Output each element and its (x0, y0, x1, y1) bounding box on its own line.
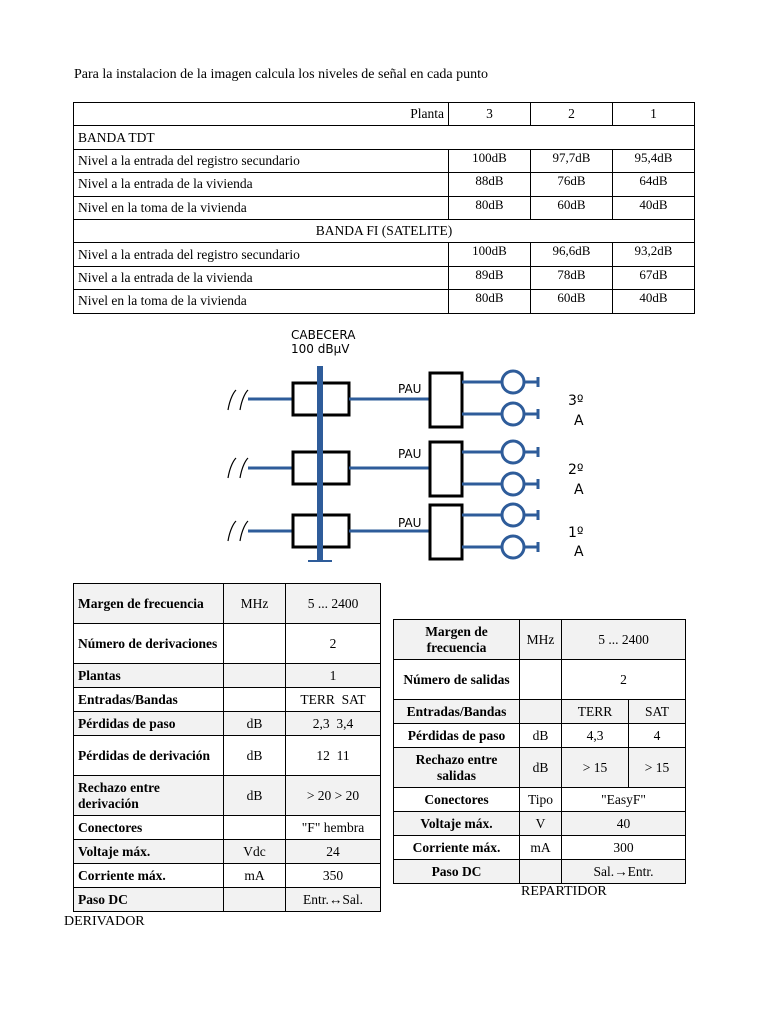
table-row (74, 888, 381, 912)
table-row (74, 776, 381, 816)
spec-unit (224, 624, 286, 664)
tdt-title-row (74, 126, 695, 149)
level-cell: 80dB (449, 290, 531, 313)
outlet-icon (502, 441, 524, 463)
spec-value: 24 (286, 840, 381, 864)
wall-symbol (228, 521, 248, 541)
spec-value: 2,3 3,4 (286, 712, 381, 736)
level-cell: 40dB (613, 290, 695, 313)
table-row (74, 624, 381, 664)
level-cell: 78dB (531, 266, 613, 289)
spec-label: Margen de frecuencia (394, 620, 520, 660)
spec-value: "F" hembra (286, 816, 381, 840)
spec-value: 4,3 (562, 724, 629, 748)
outlet-icon (502, 536, 524, 558)
derivador-caption: DERIVADOR (64, 914, 145, 929)
spec-value: 40 (562, 812, 686, 836)
table-row (74, 840, 381, 864)
spec-value: > 15 (562, 748, 629, 788)
spec-unit: MHz (520, 620, 562, 660)
table-row (394, 700, 686, 724)
spec-label: Conectores (74, 816, 224, 840)
table-row (394, 724, 686, 748)
floor-3-branch (228, 366, 584, 562)
spec-label: Rechazo entre salidas (394, 748, 520, 788)
spec-label: Entradas/Bandas (394, 700, 520, 724)
level-cell: 64dB (613, 173, 695, 196)
spec-unit: mA (224, 864, 286, 888)
spec-value: > 15 (629, 748, 686, 788)
level-cell: 60dB (531, 196, 613, 219)
level-cell: 100dB (449, 243, 531, 266)
floor-number-label: 1º (568, 525, 584, 541)
spec-value: 2 (562, 660, 686, 700)
floor-number-label: 3º (568, 393, 584, 409)
spec-label: Conectores (394, 788, 520, 812)
spec-value: 5 ... 2400 (286, 584, 381, 624)
spec-label: Paso DC (394, 860, 520, 884)
floor-header-1: 1 (613, 103, 695, 126)
spec-value: 2 (286, 624, 381, 664)
table-row (74, 584, 381, 624)
level-cell: 80dB (449, 196, 531, 219)
fi-title-row (74, 219, 695, 242)
spec-unit (224, 664, 286, 688)
spec-unit (224, 816, 286, 840)
spec-value: 350 (286, 864, 381, 888)
table-row (74, 243, 695, 266)
riser-overlay-line (317, 366, 323, 562)
spec-label: Pérdidas de paso (74, 712, 224, 736)
floor-letter-label: A (574, 413, 584, 429)
level-cell: 88dB (449, 173, 531, 196)
spec-value: 1 (286, 664, 381, 688)
spec-unit: dB (224, 712, 286, 736)
floor-letter-label: A (574, 482, 584, 498)
spec-label: Pérdidas de derivación (74, 736, 224, 776)
table-row (74, 688, 381, 712)
floor-header-2: 2 (531, 103, 613, 126)
table-row (74, 196, 695, 219)
outlet-icon (502, 371, 524, 393)
spec-label: Plantas (74, 664, 224, 688)
spec-label: Voltaje máx. (74, 840, 224, 864)
spec-label: Entradas/Bandas (74, 688, 224, 712)
level-cell: 40dB (613, 196, 695, 219)
wall-symbol (228, 390, 248, 410)
spec-unit (224, 688, 286, 712)
table-row (394, 620, 686, 660)
outlet-icon (502, 473, 524, 495)
level-cell: 100dB (449, 149, 531, 172)
spec-value: "EasyF" (562, 788, 686, 812)
floor-number-label: 2º (568, 462, 584, 478)
spec-unit (520, 860, 562, 884)
cabecera-label: CABECERA (291, 328, 356, 342)
table-row (394, 788, 686, 812)
spec-label: Número de derivaciones (74, 624, 224, 664)
tdt-band-title: BANDA TDT (74, 126, 695, 149)
spec-unit: Vdc (224, 840, 286, 864)
spec-value: 4 (629, 724, 686, 748)
spec-value: > 20 > 20 (286, 776, 381, 816)
table-row (394, 748, 686, 788)
derivador-spec-table (73, 583, 381, 912)
row-label: Nivel a la entrada del registro secundario (74, 149, 449, 172)
level-cell: 93,2dB (613, 243, 695, 266)
repartidor-spec-table (393, 619, 686, 884)
spec-label: Paso DC (74, 888, 224, 912)
spec-unit: MHz (224, 584, 286, 624)
table-row (74, 173, 695, 196)
floor-header-3: 3 (449, 103, 531, 126)
pau-label: PAU (398, 382, 422, 396)
spec-value: TERR (562, 700, 629, 724)
floor-letter-label: A (574, 544, 584, 560)
floor-2-branch (228, 441, 584, 498)
table-row (74, 266, 695, 289)
spec-label: Pérdidas de paso (394, 724, 520, 748)
level-cell: 95,4dB (613, 149, 695, 172)
spec-unit: dB (224, 776, 286, 816)
table-row (394, 660, 686, 700)
wall-symbol (228, 458, 248, 478)
spec-value: 5 ... 2400 (562, 620, 686, 660)
pau-box (430, 373, 462, 427)
spec-unit: Tipo (520, 788, 562, 812)
spec-label: Corriente máx. (394, 836, 520, 860)
outlet-icon (502, 403, 524, 425)
pau-label: PAU (398, 516, 422, 530)
row-label: Nivel en la toma de la vivienda (74, 196, 449, 219)
spec-unit: mA (520, 836, 562, 860)
level-cell: 76dB (531, 173, 613, 196)
spec-label: Rechazo entre derivación (74, 776, 224, 816)
spec-label: Voltaje máx. (394, 812, 520, 836)
row-label: Nivel a la entrada de la vivienda (74, 173, 449, 196)
table-row (74, 664, 381, 688)
pau-box (430, 505, 462, 559)
spec-unit (224, 888, 286, 912)
table-row (394, 836, 686, 860)
level-cell: 60dB (531, 290, 613, 313)
spec-label: Corriente máx. (74, 864, 224, 888)
planta-header: Planta (74, 103, 449, 126)
spec-value: SAT (629, 700, 686, 724)
table-row (74, 864, 381, 888)
pau-box (430, 442, 462, 496)
spec-unit (520, 700, 562, 724)
row-label: Nivel en la toma de la vivienda (74, 290, 449, 313)
spec-value: 12 11 (286, 736, 381, 776)
table-row (74, 736, 381, 776)
level-cell: 97,7dB (531, 149, 613, 172)
table-row (74, 290, 695, 313)
signal-levels-table (73, 102, 695, 314)
spec-value: TERR SAT (286, 688, 381, 712)
spec-label: Margen de frecuencia (74, 584, 224, 624)
level-cell: 67dB (613, 266, 695, 289)
table-row (394, 860, 686, 884)
spec-value: 300 (562, 836, 686, 860)
exercise-statement: Para la instalacion de la imagen calcula los niveles de señal en cada punto (74, 67, 489, 82)
installation-diagram (220, 322, 600, 572)
table-row (74, 149, 695, 172)
levels-header-row (74, 103, 695, 126)
level-cell: 89dB (449, 266, 531, 289)
spec-value: Sal.→Entr. (562, 860, 686, 884)
table-row (74, 712, 381, 736)
table-row (394, 812, 686, 836)
pau-label: PAU (398, 447, 422, 461)
level-cell: 96,6dB (531, 243, 613, 266)
spec-unit: dB (520, 748, 562, 788)
repartidor-caption: REPARTIDOR (521, 884, 607, 899)
spec-unit: dB (224, 736, 286, 776)
fi-band-title: BANDA FI (SATELITE) (74, 219, 695, 242)
spec-label: Número de salidas (394, 660, 520, 700)
spec-unit (520, 660, 562, 700)
spec-value: Entr.↔Sal. (286, 888, 381, 912)
spec-unit: dB (520, 724, 562, 748)
table-row (74, 816, 381, 840)
cabecera-level-label: 100 dBμV (291, 342, 350, 356)
outlet-icon (502, 504, 524, 526)
row-label: Nivel a la entrada del registro secundario (74, 243, 449, 266)
row-label: Nivel a la entrada de la vivienda (74, 266, 449, 289)
spec-unit: V (520, 812, 562, 836)
floor-1-branch (228, 504, 584, 560)
